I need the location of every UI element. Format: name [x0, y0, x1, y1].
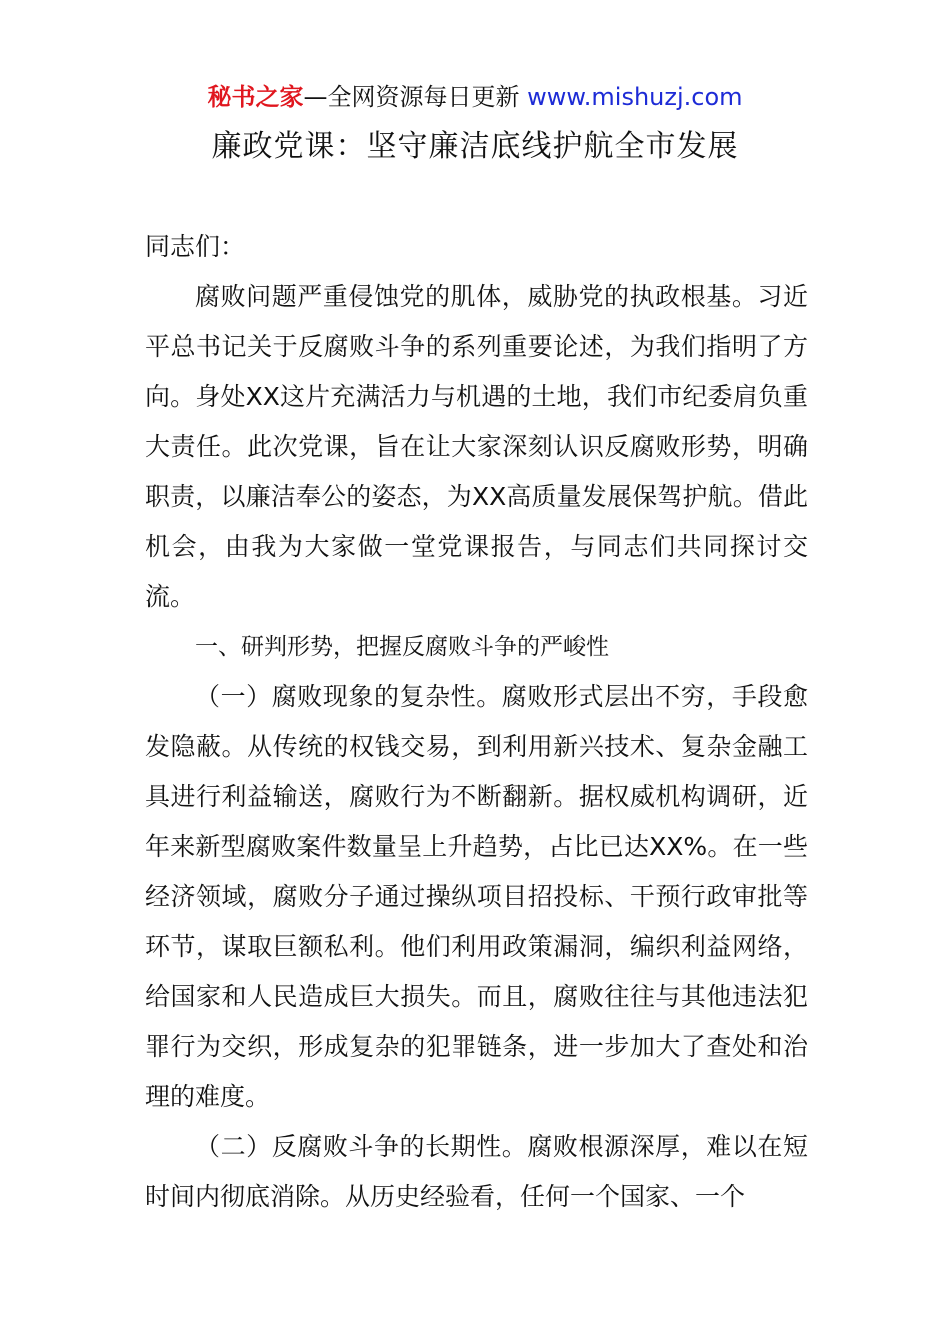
paragraph-intro: 腐败问题严重侵蚀党的肌体，威胁党的执政根基。习近平总书记关于反腐败斗争的系列重要论述，为我们指明了方向。身处XX这片充满活力与机遇的土地，我们市纪委肩负重大责任。此次党课，旨在让大家深刻认识反腐败形势，明确职责，以廉洁奉公的姿态，为XX高质量发展保驾护航。借此机会，由我为大家做一堂党课报告，与同志们共同探讨交流。: [145, 282, 808, 611]
site-url-link[interactable]: www.mishuzj.com: [527, 83, 743, 111]
salutation: 同志们：: [145, 232, 246, 261]
paragraph-subsection-2: （二）反腐败斗争的长期性。腐败根源深厚，难以在短时间内彻底消除。从历史经验看，任何一个国家、一个: [145, 1132, 808, 1211]
section-heading: 一、研判形势，把握反腐败斗争的严峻性: [195, 634, 609, 660]
paragraph-subsection-1: （一）腐败现象的复杂性。腐败形式层出不穷，手段愈发隐蔽。从传统的权钱交易，到利用新兴技术、复杂金融工具进行利益输送，腐败行为不断翻新。据权威机构调研，近年来新型腐败案件数量呈上升趋势，占比已达XX%。在一些经济领域，腐败分子通过操纵项目招投标、干预行政审批等环节，谋取巨额私利。他们利用政策漏洞，编织利益网络，给国家和人民造成巨大损失。而且，腐败往往与其他违法犯罪行为交织，形成复杂的犯罪链条，进一步加大了查处和治理的难度。: [145, 682, 808, 1111]
document-body: [145, 222, 808, 1222]
document-title: 廉政党课：坚守廉洁底线护航全市发展: [211, 129, 739, 164]
site-header: [0, 80, 950, 114]
header-tagline: —全网资源每日更新: [303, 83, 520, 111]
brand-name: 秘书之家: [207, 83, 304, 111]
